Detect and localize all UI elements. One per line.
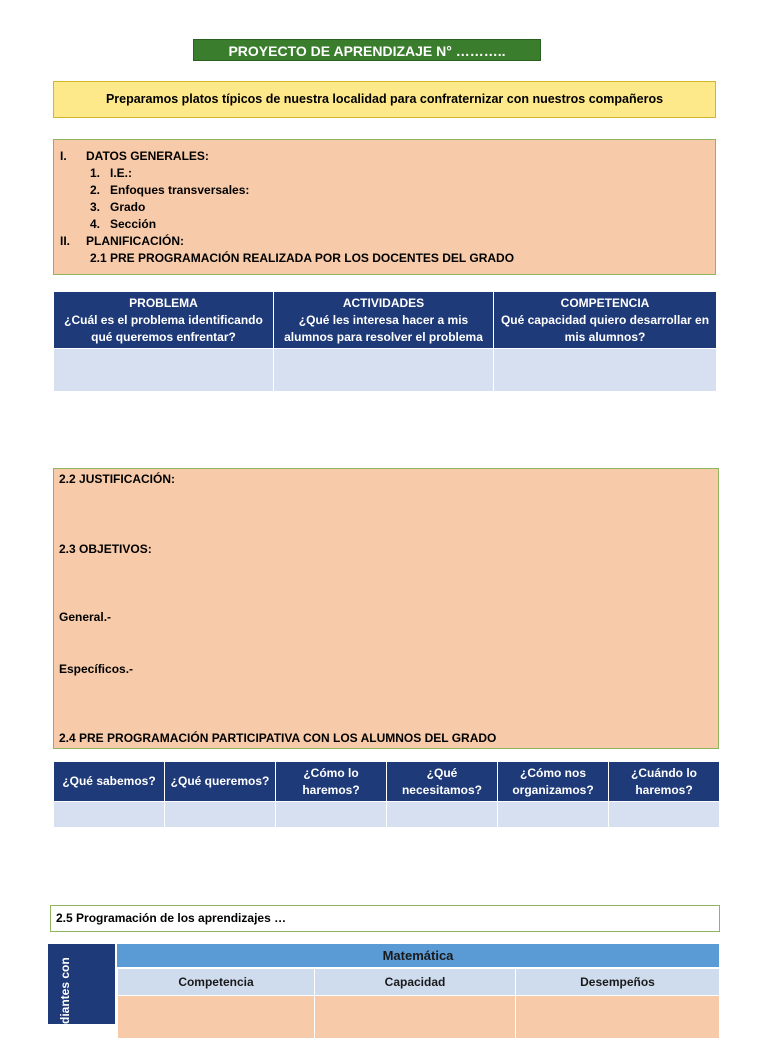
page-title: PROYECTO DE APRENDIZAJE N° ……….. xyxy=(193,39,541,61)
project-subtitle: Preparamos platos típicos de nuestra localidad para confraternizar con nuestros compañeros xyxy=(53,81,716,118)
column-header: ¿Cuándo lo haremos? xyxy=(609,762,720,802)
datos-generales-box xyxy=(53,139,716,275)
section-planificacion xyxy=(60,233,715,250)
column-header: ¿Cómo lo haremos? xyxy=(276,762,387,802)
item-number: 2. xyxy=(90,183,101,197)
table-cell[interactable] xyxy=(54,802,165,828)
table-cell[interactable] xyxy=(276,802,387,828)
column-header-actividades xyxy=(274,292,494,349)
table-cell[interactable] xyxy=(609,802,720,828)
justificacion-box xyxy=(53,468,719,749)
table-cell[interactable] xyxy=(387,802,498,828)
matematica-heading: Matemática xyxy=(117,944,719,967)
item-label: Grado xyxy=(110,200,146,214)
section-number: I. xyxy=(60,149,67,163)
header-title: COMPETENCIA xyxy=(560,295,650,310)
item-number: 3. xyxy=(90,200,101,214)
column-header-competencia xyxy=(494,292,717,349)
column-header: ¿Qué queremos? xyxy=(165,762,276,802)
justificacion-heading: 2.2 JUSTIFICACIÓN: xyxy=(59,472,176,486)
table-cell[interactable] xyxy=(274,349,494,392)
table-row xyxy=(54,802,720,828)
header-question: Qué capacidad quiero desarrollar en mis alumnos? xyxy=(500,312,710,344)
side-label-cell xyxy=(48,944,115,1024)
section-label: PLANIFICACIÓN: xyxy=(86,234,184,248)
item-number: 4. xyxy=(90,217,101,231)
especificos-label: Específicos.- xyxy=(59,662,134,676)
header-question: ¿Cuál es el problema identificando qué queremos enfrentar? xyxy=(64,312,263,344)
list-item xyxy=(60,216,715,233)
side-label: diantes con xyxy=(58,957,72,1024)
preprogramacion-alumnos-heading: 2.4 PRE PROGRAMACIÓN PARTICIPATIVA CON LOS ALUMNOS DEL GRADO xyxy=(59,731,497,745)
subsection-2-1: 2.1 PRE PROGRAMACIÓN REALIZADA POR LOS DOCENTES DEL GRADO xyxy=(90,251,515,265)
list-item xyxy=(60,165,715,182)
preprogramacion-docentes-table xyxy=(53,291,717,392)
column-header-problema xyxy=(54,292,274,349)
table-row xyxy=(54,349,717,392)
header-title: PROBLEMA xyxy=(129,295,198,310)
table-cell[interactable] xyxy=(118,996,315,1039)
matematica-table xyxy=(117,968,720,1039)
column-header-competencia: Competencia xyxy=(118,969,315,996)
column-header-desempenos: Desempeños xyxy=(516,969,720,996)
table-cell[interactable] xyxy=(516,996,720,1039)
table-cell[interactable] xyxy=(315,996,516,1039)
column-header: ¿Cómo nos organizamos? xyxy=(498,762,609,802)
programacion-heading: 2.5 Programación de los aprendizajes … xyxy=(50,905,720,932)
header-question: ¿Qué les interesa hacer a mis alumnos para resolver el problema xyxy=(284,312,483,344)
table-cell[interactable] xyxy=(165,802,276,828)
table-row xyxy=(118,996,720,1039)
list-item xyxy=(60,182,715,199)
objetivos-heading: 2.3 OBJETIVOS: xyxy=(59,542,152,556)
column-header-capacidad: Capacidad xyxy=(315,969,516,996)
table-cell[interactable] xyxy=(494,349,717,392)
preprogramacion-alumnos-table xyxy=(53,761,720,828)
section-datos-generales xyxy=(60,148,715,165)
table-cell[interactable] xyxy=(498,802,609,828)
header-title: ACTIVIDADES xyxy=(342,295,425,310)
item-label: Sección xyxy=(110,217,157,231)
section-number: II. xyxy=(60,234,71,248)
table-cell[interactable] xyxy=(54,349,274,392)
item-label: Enfoques transversales: xyxy=(110,183,250,197)
list-item xyxy=(60,199,715,216)
column-header: ¿Qué sabemos? xyxy=(54,762,165,802)
item-number: 1. xyxy=(90,166,101,180)
section-label: DATOS GENERALES: xyxy=(86,149,209,163)
general-label: General.- xyxy=(59,610,112,624)
item-label: I.E.: xyxy=(110,166,133,180)
column-header: ¿Qué necesitamos? xyxy=(387,762,498,802)
